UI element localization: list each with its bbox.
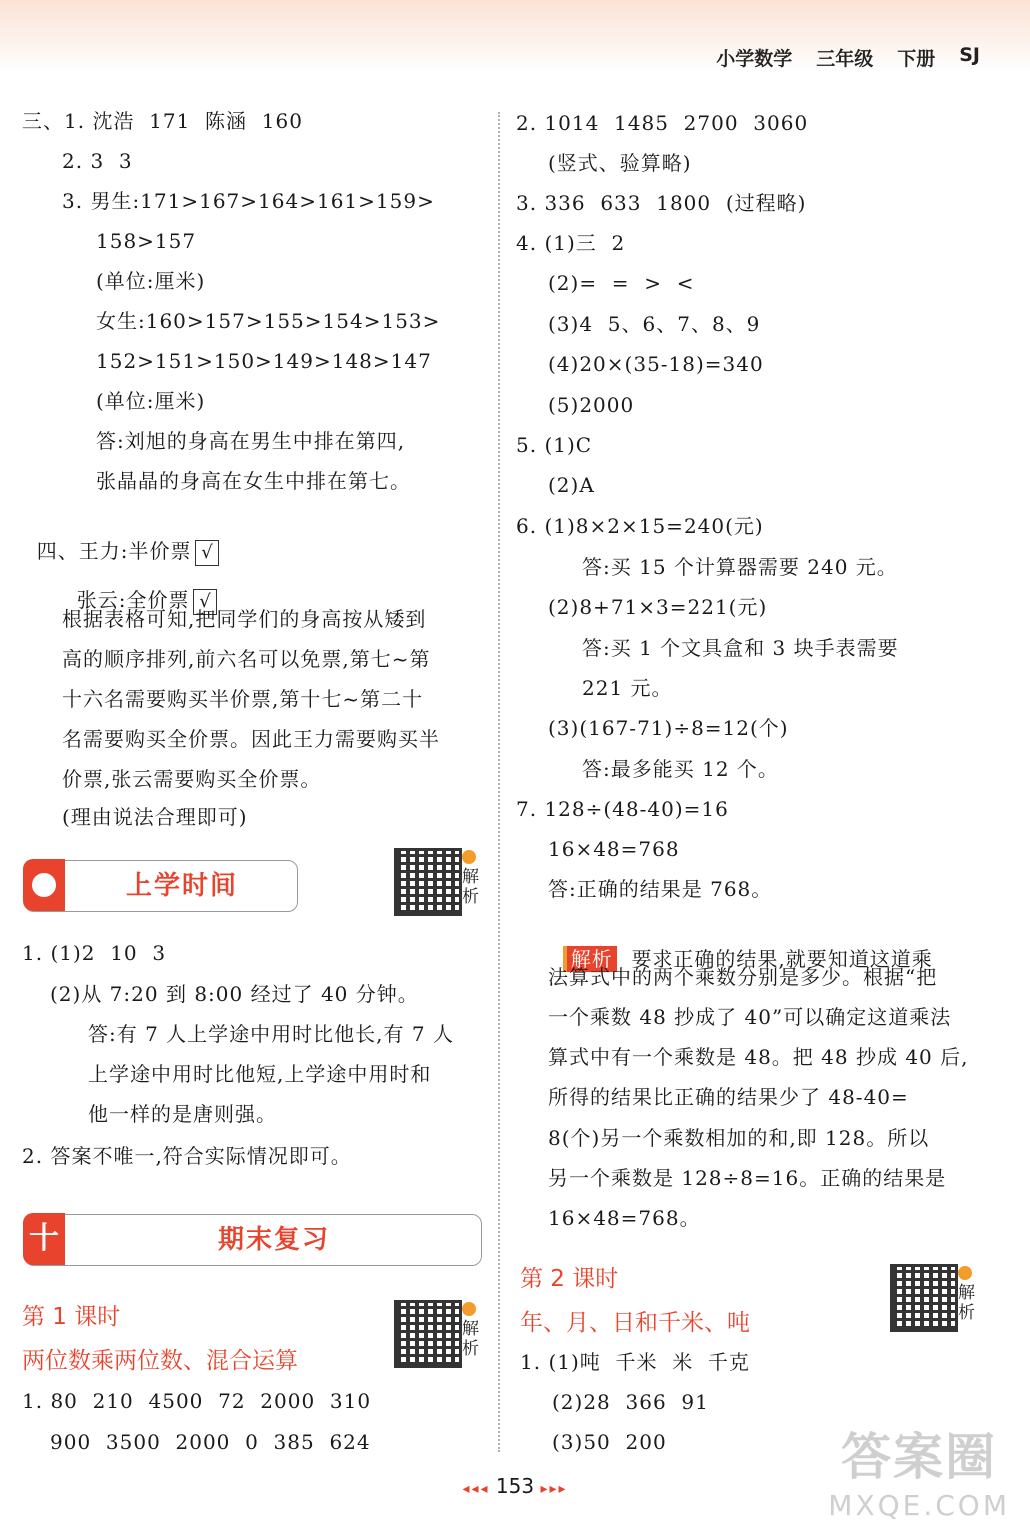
header-term: 下册 bbox=[897, 48, 936, 70]
circle-icon bbox=[32, 873, 56, 897]
answer-line: 900 3500 2000 0 385 624 bbox=[50, 1430, 371, 1454]
reason-line: 十六名需要购买半价票,第十七~第二十 bbox=[62, 687, 424, 711]
answer-line: 3. 男生:171>167>164>161>159> bbox=[62, 189, 435, 213]
answer-line: 6. (1)8×2×15=240(元) bbox=[516, 514, 764, 538]
answer-line: 2. 1014 1485 2700 3060 bbox=[516, 111, 809, 135]
header-subject: 小学数学 bbox=[716, 48, 793, 70]
analysis-line: 另一个乘数是 128÷8=16。正确的结果是 bbox=[548, 1166, 947, 1190]
answer-line: (2)= = > < bbox=[548, 271, 695, 295]
qr-code-icon[interactable] bbox=[394, 1300, 462, 1368]
answer-line: 221 元。 bbox=[582, 676, 673, 700]
answer-line: 三、1. 沈浩 171 陈涵 160 bbox=[22, 109, 303, 133]
answer-line: 1. (1)吨 千米 米 千克 bbox=[520, 1350, 750, 1374]
reason-line: 价票,张云需要购买全价票。 bbox=[62, 767, 322, 791]
answer-line: (单位:厘米) bbox=[96, 269, 206, 293]
answer-line: (5)2000 bbox=[548, 393, 635, 417]
left-arrows-icon: ◂◂◂ bbox=[462, 1481, 490, 1497]
lesson-subtitle: 年、月、日和千米、吨 bbox=[520, 1310, 750, 1336]
reason-line: 根据表格可知,把同学们的身高按从矮到 bbox=[62, 607, 427, 631]
answer-line: 答:正确的结果是 768。 bbox=[548, 877, 773, 901]
right-arrows-icon: ▸▸▸ bbox=[540, 1481, 568, 1497]
banner-badge bbox=[23, 1213, 65, 1265]
answer-line: 158>157 bbox=[96, 229, 197, 253]
ticket-zhang-yun: 张云:全价票 bbox=[76, 588, 190, 612]
analysis-line: 所得的结果比正确的结果少了 48-40= bbox=[548, 1085, 909, 1109]
page-header bbox=[716, 44, 980, 71]
answer-line: 答:有 7 人上学途中用时比他长,有 7 人 bbox=[88, 1022, 454, 1046]
answer-line: (2)从 7:20 到 8:00 经过了 40 分钟。 bbox=[50, 982, 419, 1006]
lesson-subtitle: 两位数乘两位数、混合运算 bbox=[22, 1348, 298, 1374]
answer-line: 张晶晶的身高在女生中排在第七。 bbox=[96, 469, 411, 493]
section-banner-school-time bbox=[24, 860, 298, 912]
answer-line: (2)28 366 91 bbox=[552, 1390, 709, 1414]
reason-line: (理由说法合理即可) bbox=[62, 805, 248, 829]
answer-line: 2. 3 3 bbox=[62, 149, 133, 173]
reason-line: 高的顺序排列,前六名可以免票,第七~第 bbox=[62, 647, 431, 671]
analysis-tag: 解析 bbox=[563, 946, 617, 972]
qr-label: 解析 bbox=[462, 850, 482, 907]
header-edition: SJ bbox=[959, 44, 980, 66]
analysis-line: 法算式中的两个乘数分别是多少。根据“把 bbox=[548, 965, 938, 989]
answer-line: 5. (1)C bbox=[516, 433, 593, 457]
lesson-title: 第 1 课时 bbox=[22, 1304, 121, 1330]
answer-line: 4. (1)三 2 bbox=[516, 231, 626, 255]
answer-line: 他一样的是唐则强。 bbox=[88, 1102, 277, 1126]
analysis-line: 8(个)另一个乘数相加的和,即 128。所以 bbox=[548, 1126, 930, 1150]
play-icon bbox=[462, 850, 476, 864]
qr-label: 解析 bbox=[958, 1266, 978, 1323]
answer-line bbox=[22, 512, 219, 566]
reason-line: 名需要购买全价票。因此王力需要购买半 bbox=[62, 727, 440, 751]
analysis-line: 16×48=768。 bbox=[548, 1206, 701, 1230]
checkmark-icon: √ bbox=[193, 589, 217, 615]
answer-line: 答:买 1 个文具盒和 3 块手表需要 bbox=[582, 636, 899, 660]
qr-code-icon[interactable] bbox=[890, 1264, 958, 1332]
answer-line: 7. 128÷(48-40)=16 bbox=[516, 797, 729, 821]
banner-title: 上学时间 bbox=[125, 871, 238, 901]
qr-code-icon[interactable] bbox=[394, 848, 462, 916]
page-number: 153 bbox=[495, 1474, 535, 1498]
answer-line: 答:买 15 个计算器需要 240 元。 bbox=[582, 555, 898, 579]
watermark-logo: 答案圈 MXQE.COM bbox=[828, 1428, 1010, 1522]
answer-line: (2)8+71×3=221(元) bbox=[548, 595, 768, 619]
answer-line: 1. 80 210 4500 72 2000 310 bbox=[22, 1389, 372, 1413]
ticket-wang-li: 四、王力:半价票 bbox=[36, 539, 192, 563]
answer-line: (竖式、验算略) bbox=[548, 151, 692, 175]
analysis-line: 一个乘数 48 抄成了 40”可以确定这道乘法 bbox=[548, 1005, 952, 1029]
analysis-line: 算式中有一个乘数是 48。把 48 抄成 40 后, bbox=[548, 1045, 969, 1069]
banner-title: 期末复习 bbox=[217, 1225, 330, 1255]
qr-label: 解析 bbox=[462, 1302, 482, 1359]
play-icon bbox=[958, 1266, 972, 1280]
answer-line: 152>151>150>149>148>147 bbox=[96, 349, 432, 373]
answer-line: (4)20×(35-18)=340 bbox=[548, 352, 764, 376]
answer-line: 答:刘旭的身高在男生中排在第四, bbox=[96, 429, 406, 453]
answer-line: 16×48=768 bbox=[548, 837, 680, 861]
badge-number: 十 bbox=[29, 1221, 59, 1256]
answer-line: 答:最多能买 12 个。 bbox=[582, 757, 779, 781]
checkmark-icon: √ bbox=[195, 540, 219, 566]
answer-line: (单位:厘米) bbox=[96, 389, 206, 413]
answer-line: (3)4 5、6、7、8、9 bbox=[548, 312, 761, 336]
answer-line: 3. 336 633 1800 (过程略) bbox=[516, 191, 807, 215]
answer-line: (3)50 200 bbox=[552, 1430, 667, 1454]
answer-line: 2. 答案不唯一,符合实际情况即可。 bbox=[22, 1144, 352, 1168]
section-banner-final-review bbox=[24, 1214, 482, 1266]
answer-line: 女生:160>157>155>154>153> bbox=[96, 309, 441, 333]
header-grade: 三年级 bbox=[816, 48, 874, 70]
column-divider bbox=[498, 112, 500, 1452]
answer-line: 上学途中用时比他短,上学途中用时和 bbox=[88, 1062, 432, 1086]
answer-line: (2)A bbox=[548, 473, 595, 497]
lesson-title: 第 2 课时 bbox=[520, 1266, 619, 1292]
answer-line: 1. (1)2 10 3 bbox=[22, 941, 167, 965]
banner-badge bbox=[23, 859, 65, 911]
analysis-line: 解析 要求正确的结果,就要知道这道乘 bbox=[548, 920, 933, 972]
play-icon bbox=[462, 1302, 476, 1316]
answer-line: (3)(167-71)÷8=12(个) bbox=[548, 716, 789, 740]
